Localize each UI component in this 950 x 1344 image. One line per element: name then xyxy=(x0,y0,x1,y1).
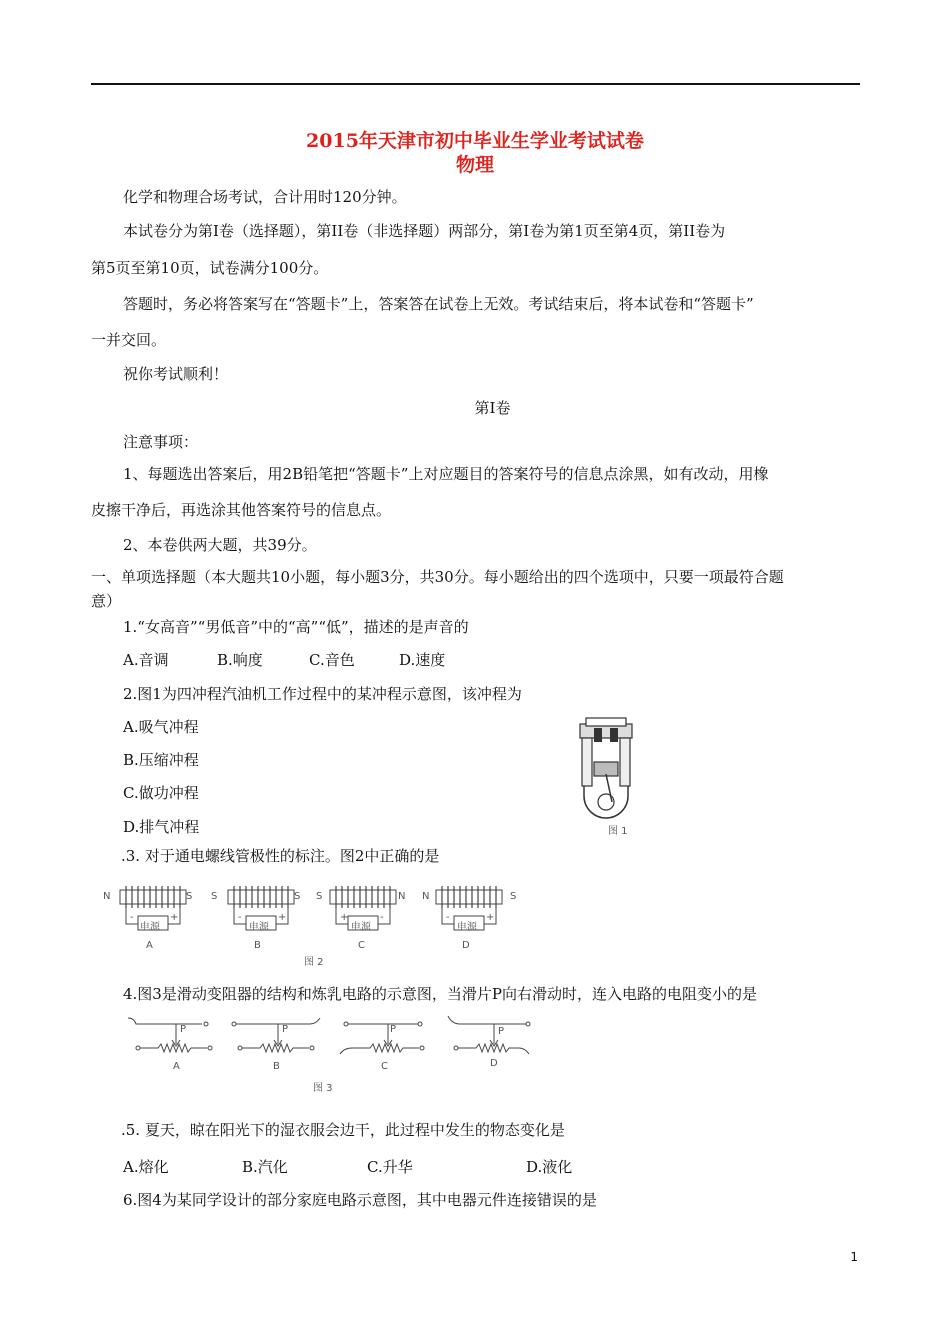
q2-option-c: C.做功冲程 xyxy=(123,784,199,802)
q5-option-b: B.汽化 xyxy=(242,1158,288,1176)
q1-option-c: C.音色 xyxy=(309,651,355,669)
q3-stem: .3. 对于通电螺线管极性的标注。图2中正确的是 xyxy=(121,847,440,865)
part-heading-a: 一、单项选择题（本大题共10小题，每小题3分，共30分。每小题给出的四个选项中，只要一项最符合题 xyxy=(91,568,784,586)
exam-subject: 物理 xyxy=(455,154,494,176)
q5-stem: .5. 夏天，晾在阳光下的湿衣服会边干，此过程中发生的物态变化是 xyxy=(121,1121,565,1139)
q2-option-d: D.排气冲程 xyxy=(123,818,200,836)
notice-1b: 皮擦干净后，再选涂其他答案符号的信息点。 xyxy=(91,501,392,519)
q5-option-c: C.升华 xyxy=(367,1158,413,1176)
q2-stem: 2.图1为四冲程汽油机工作过程中的某冲程示意图，该冲程为 xyxy=(123,685,522,703)
intro-p2a: 本试卷分为第Ⅰ卷（选择题），第II卷（非选择题）两部分，第Ⅰ卷为第1页至第4页，第II卷为 xyxy=(123,222,726,240)
intro-p4: 祝你考试顺利！ xyxy=(123,365,229,383)
header-rule xyxy=(91,83,860,85)
engine-cylinder-figure xyxy=(576,716,636,821)
q4-stem: 4.图3是滑动变阻器的结构和炼乳电路的示意图，当滑片P向右滑动时，连入电路的电阻变小的是 xyxy=(123,985,757,1003)
notice-label: 注意事项： xyxy=(123,433,199,451)
figure1-caption: 图 1 xyxy=(608,826,628,837)
intro-p3a: 答题时，务必将答案写在“答题卡”上，答案答在试卷上无效。考试结束后，将本试卷和“答题卡” xyxy=(123,295,754,313)
q1-option-a: A.音调 xyxy=(123,651,169,669)
q2-option-a: A.吸气冲程 xyxy=(123,718,199,736)
notice-1a: 1、每题选出答案后，用2B铅笔把“答题卡”上对应题目的答案符号的信息点涂黑，如有改动，用橡 xyxy=(123,465,769,483)
figure2-caption: 图 2 xyxy=(304,957,324,968)
notice-2: 2、本卷供两大题，共39分。 xyxy=(123,536,317,554)
intro-p1: 化学和物理合场考试，合计用时120分钟。 xyxy=(123,188,407,206)
q2-option-b: B.压缩冲程 xyxy=(123,751,199,769)
q1-option-b: B.响度 xyxy=(217,651,263,669)
part-heading-b: 意） xyxy=(91,592,122,610)
q5-option-d: D.液化 xyxy=(526,1158,573,1176)
exam-title: 2015年天津市初中毕业生学业考试试卷 xyxy=(306,130,644,152)
intro-p2b: 第5页至第10页，试卷满分100分。 xyxy=(91,259,329,277)
q1-option-d: D.速度 xyxy=(399,651,446,669)
q6-stem: 6.图4为某同学设计的部分家庭电路示意图，其中电器元件连接错误的是 xyxy=(123,1191,597,1209)
section-heading: 第Ⅰ卷 xyxy=(474,399,511,417)
q5-option-a: A.熔化 xyxy=(123,1158,169,1176)
figure3-caption: 图 3 xyxy=(313,1083,333,1094)
q1-stem: 1.“女高音”“男低音”中的“高”“低”，描述的是声音的 xyxy=(123,618,469,636)
intro-p3b: 一并交回。 xyxy=(91,331,167,349)
page-number: 1 xyxy=(850,1250,858,1264)
